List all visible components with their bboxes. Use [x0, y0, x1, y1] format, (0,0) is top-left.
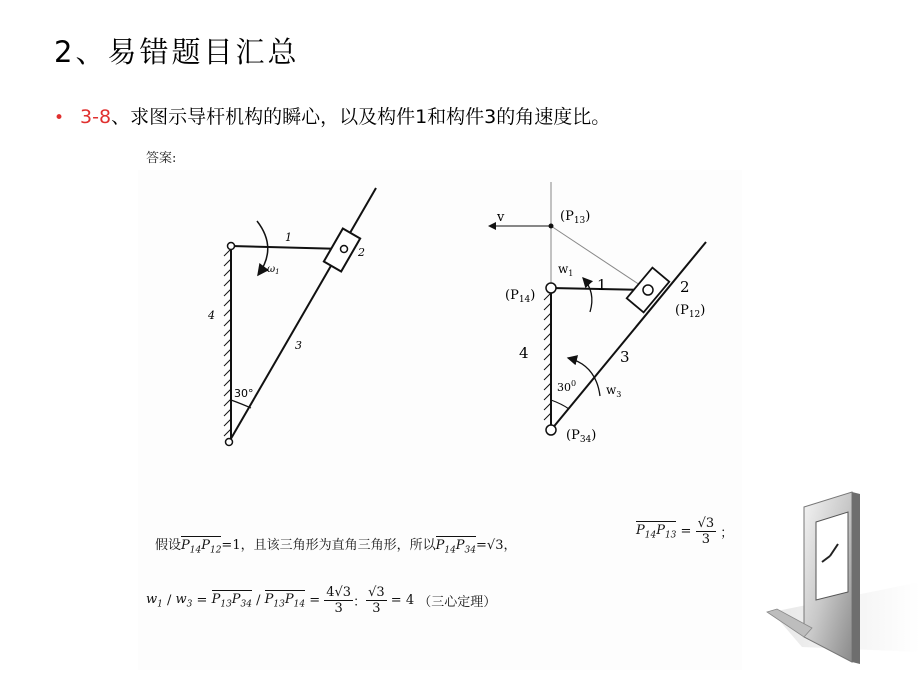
right-ground-hatch — [544, 293, 551, 420]
right-angle-arc — [551, 400, 569, 409]
right-p14-joint — [546, 283, 556, 293]
right-label-2: 2 — [680, 278, 690, 296]
clock-decoration-image — [742, 452, 920, 690]
right-link-3 — [551, 242, 706, 430]
right-p14-label: $(P_{14})$ — [505, 288, 536, 305]
equation-line-2: $w_1 / w_3 = P_{13}P_{34} / P_{13}P_{14}$ = $\frac{4√3}{3}$ ： $\frac{√3}{3}$ = 4 （三心定理） — [146, 585, 497, 616]
left-label-4: 4 — [208, 309, 215, 322]
right-p12-label: $(P_{12})$ — [675, 303, 706, 320]
left-label-2: 2 — [358, 246, 365, 259]
left-link-3 — [229, 188, 376, 442]
question-number: 3-8 — [80, 106, 112, 128]
right-p34-joint — [546, 425, 556, 435]
left-angle-label: 30° — [234, 387, 254, 400]
bullet-dot: • — [54, 108, 65, 128]
right-w1-label: $w_1$ — [558, 262, 574, 278]
fraction-sqrt3-over-3-b: $\frac{√3}{3}$ — [368, 585, 385, 616]
left-joint-o — [228, 243, 235, 250]
right-p13-label: $(P_{13})$ — [560, 209, 591, 226]
left-link-1 — [231, 246, 344, 249]
segment-p14-p13: $P_{14}P_{13}$ — [636, 522, 677, 541]
fraction-sqrt3-over-3: $\frac{√3}{3}$ — [697, 516, 715, 547]
right-p13-point — [549, 224, 554, 229]
slide-title: 2、易错题目汇总 — [54, 35, 300, 69]
right-p34-label: $(P_{34})$ — [566, 428, 597, 445]
answer-label: 答案: — [146, 151, 177, 166]
left-omega-label: $\omega_1$ — [267, 264, 280, 276]
right-w3-label: $w_3$ — [606, 383, 622, 399]
left-label-3: 3 — [295, 339, 302, 352]
right-p12-joint — [643, 285, 653, 295]
left-ground-hatch — [224, 249, 231, 436]
right-v-label: v — [497, 210, 505, 225]
left-label-1: 1 — [285, 231, 292, 244]
left-mechanism — [207, 188, 376, 446]
right-label-1: 1 — [597, 276, 607, 294]
fraction-4sqrt3-over-3: $\frac{4√3}{3}$ — [326, 585, 352, 616]
right-label-4: 4 — [519, 344, 529, 362]
right-w1-arc — [583, 278, 592, 312]
segment-p13-p14: $P_{13}P_{14}$ — [264, 591, 306, 610]
segment-p13-p34: $P_{13}P_{34}$ — [211, 591, 252, 610]
left-angle-arc — [231, 400, 251, 408]
right-angle-label: $30^0$ — [557, 379, 577, 394]
segment-p14-p12: $P_{14}P_{12}$ — [181, 538, 222, 556]
segment-p14-p34: $P_{14}P_{34}$ — [435, 538, 476, 556]
equation-line-1: 假设$P_{14}P_{12}=1$，且该三角形为直角三角形，所以$P_{14}P_{34}=√3$， — [155, 538, 517, 556]
left-joint-b — [226, 439, 233, 446]
equation-line-1b: $P_{14}P_{13}$ = $\frac{√3}{3}$ ； — [636, 516, 734, 547]
left-joint-a — [341, 246, 348, 253]
right-mechanism — [489, 182, 706, 445]
right-label-3: 3 — [620, 348, 630, 366]
question-text: 、求图示导杆机构的瞬心，以及构件1和构件3的角速度比。 — [111, 106, 611, 128]
